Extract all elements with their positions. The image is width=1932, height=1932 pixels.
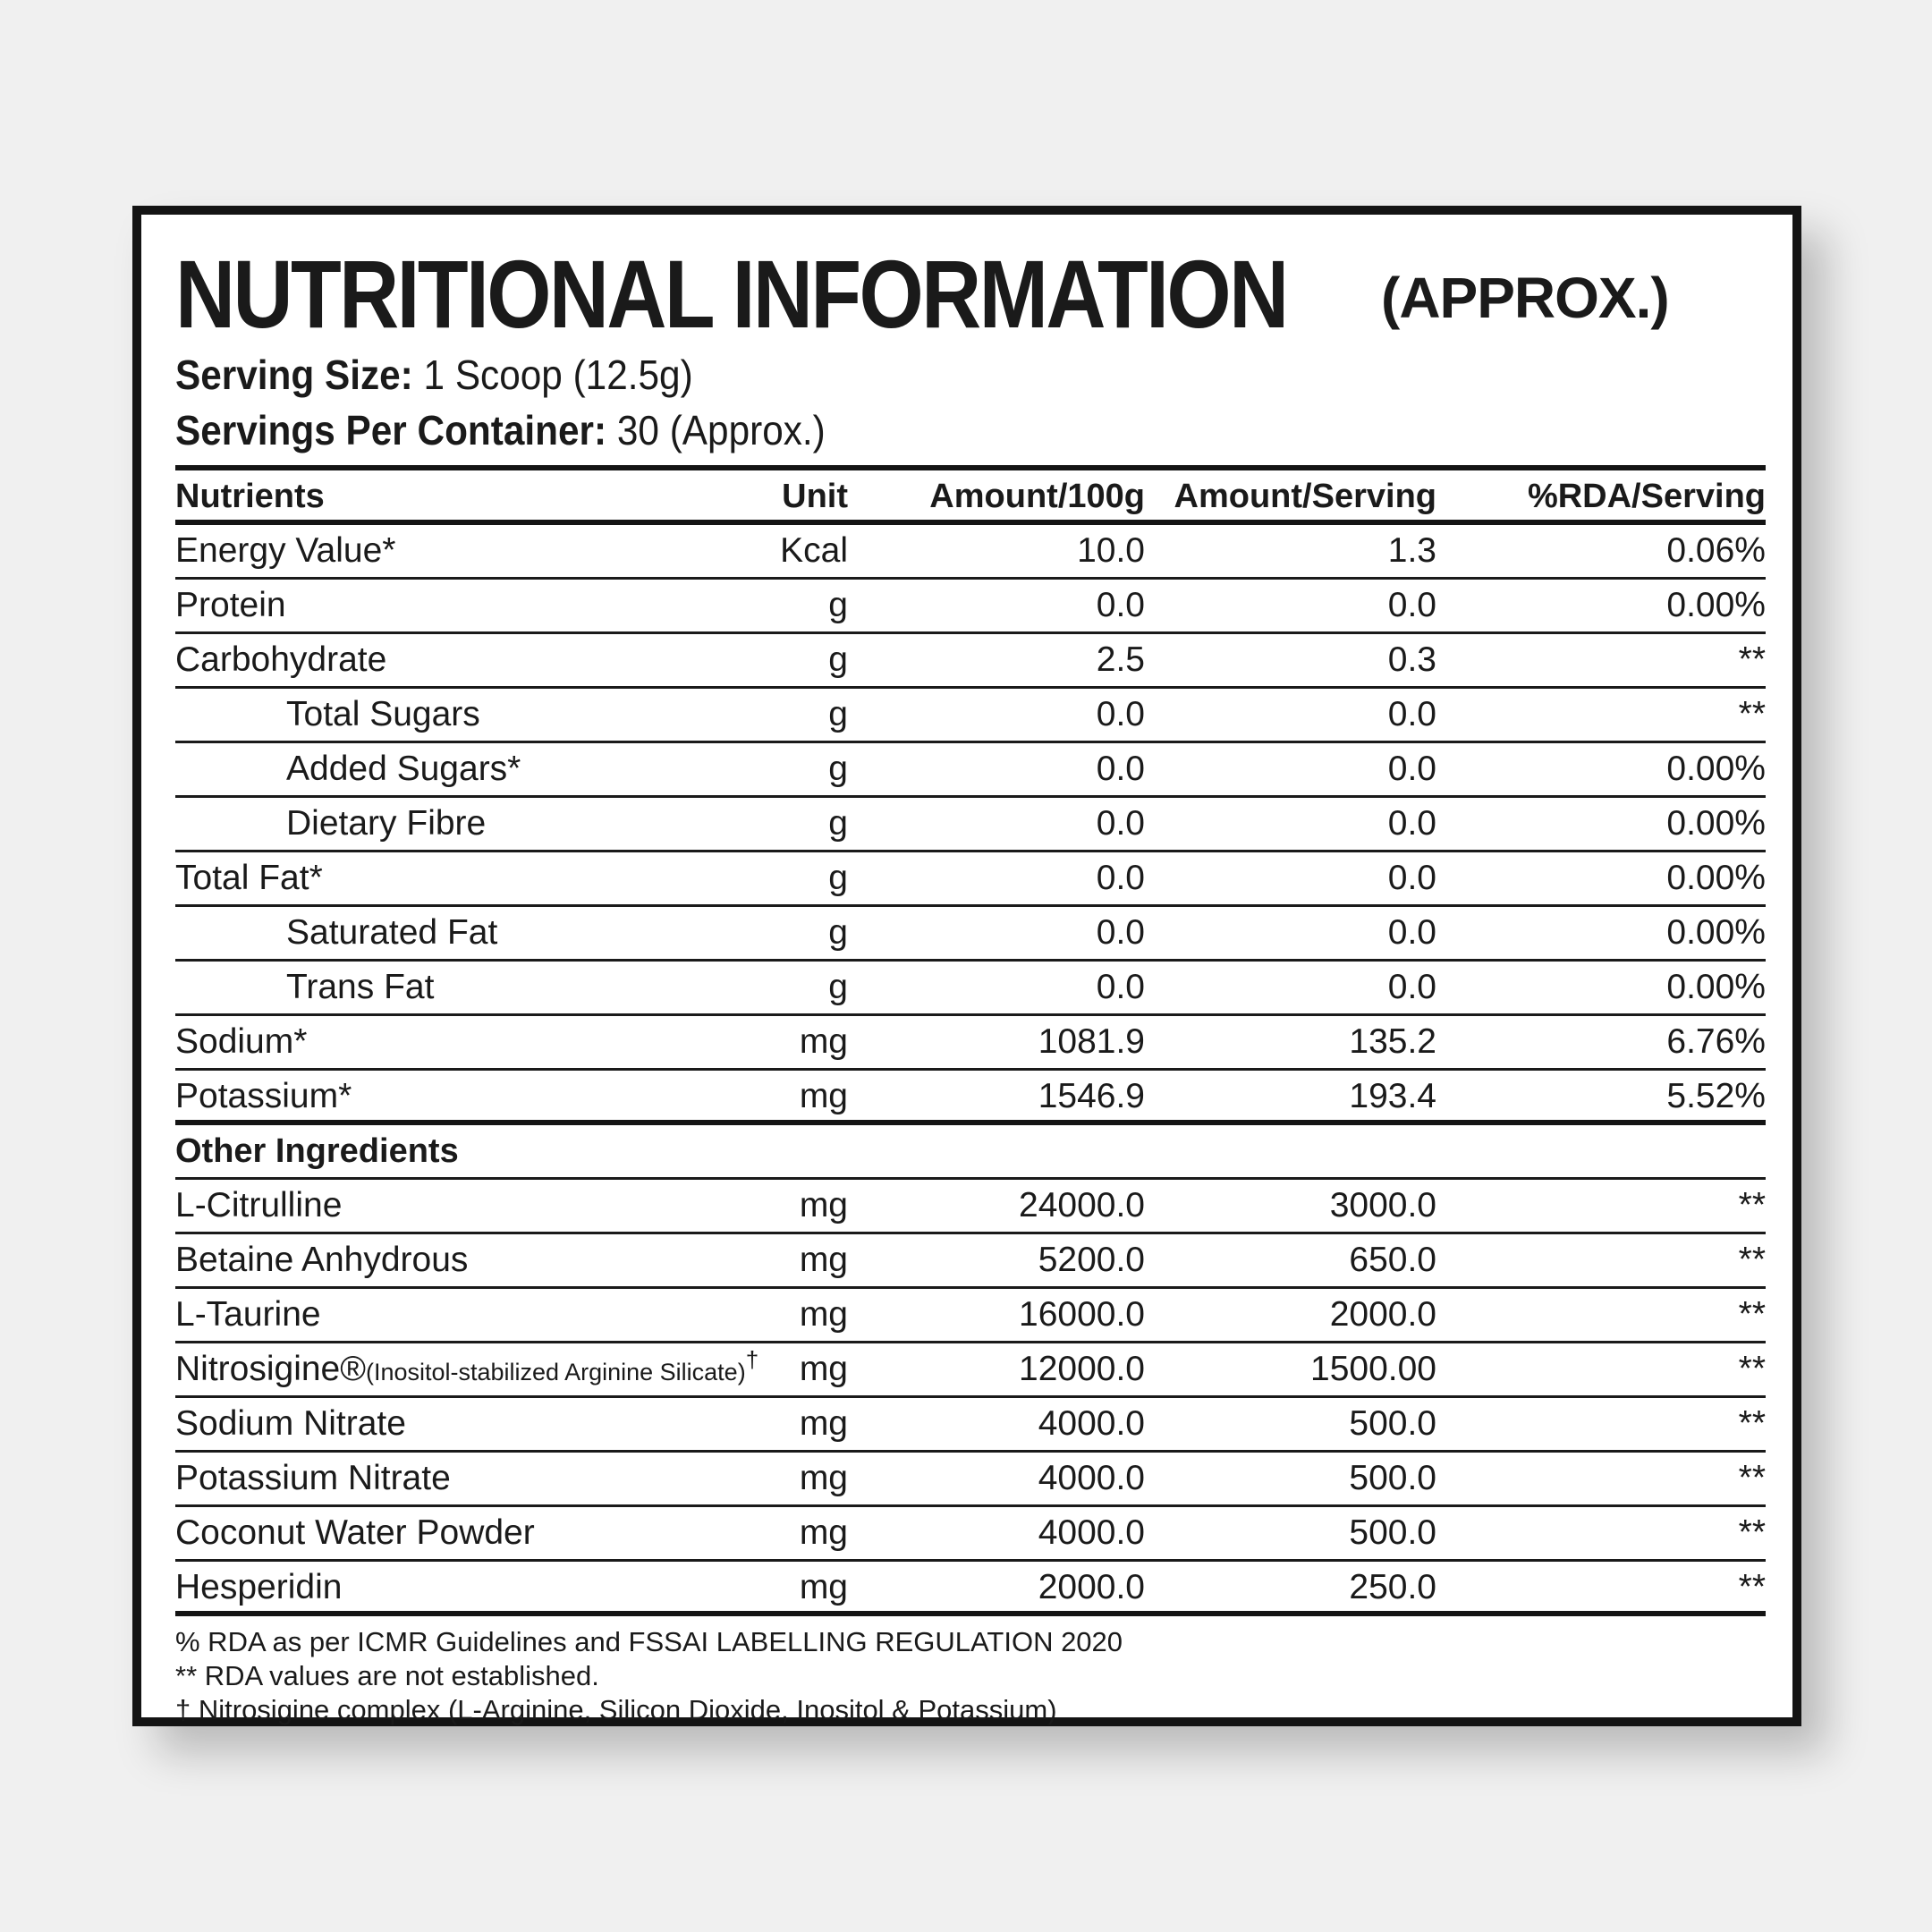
ingredient-row: [175, 1562, 1766, 1616]
ingredient-amount-100g: 2000.0: [1038, 1568, 1145, 1606]
ingredient-row: [175, 1234, 1766, 1289]
serving-size-label: Serving Size:: [175, 352, 413, 398]
ingredient-name: [175, 1562, 342, 1614]
dagger-mark: †: [745, 1346, 759, 1373]
ingredient-rda: **: [1738, 1404, 1766, 1443]
ingredient-rda: **: [1738, 1568, 1766, 1606]
nutrient-amount-serving: 1.3: [1387, 531, 1436, 570]
nutrient-name: Protein: [175, 586, 286, 624]
nutrient-unit: g: [828, 750, 848, 788]
nutrient-unit: g: [828, 968, 848, 1006]
nutrient-rda: 0.00%: [1666, 859, 1766, 897]
ingredient-name: [175, 1234, 468, 1286]
nutrient-name: Added Sugars*: [286, 750, 521, 788]
nutrient-rda: **: [1738, 695, 1766, 733]
nutrient-name: Total Sugars: [286, 695, 480, 733]
nutrient-amount-100g: 0.0: [1096, 804, 1145, 843]
nutrient-amount-100g: 2.5: [1096, 640, 1145, 679]
title-suffix: (APPROX.): [1381, 266, 1669, 330]
nutrition-label-content: [175, 242, 1766, 1727]
ingredient-rda: **: [1738, 1350, 1766, 1388]
ingredient-amount-serving: 500.0: [1349, 1404, 1436, 1443]
servings-per-container-line: [175, 402, 1639, 458]
ingredient-name-detail: (Inositol-stabilized Arginine Silicate): [365, 1359, 746, 1385]
nutrient-name: Potassium*: [175, 1077, 352, 1115]
ingredient-amount-serving: 3000.0: [1329, 1186, 1436, 1224]
other-ingredients-table-body: [175, 1180, 1766, 1616]
header-unit: Unit: [782, 478, 848, 515]
nutrient-name: Carbohydrate: [175, 640, 387, 679]
nutrient-amount-serving: 0.0: [1387, 695, 1436, 733]
nutrient-amount-100g: 0.0: [1096, 968, 1145, 1006]
nutrient-unit: g: [828, 804, 848, 843]
nutrient-rda: 0.00%: [1666, 913, 1766, 952]
ingredient-unit: mg: [799, 1513, 848, 1552]
ingredient-amount-100g: 5200.0: [1038, 1241, 1145, 1279]
ingredient-amount-100g: 4000.0: [1038, 1404, 1145, 1443]
ingredient-rda: **: [1738, 1186, 1766, 1224]
footnote-rda-not-established: ** RDA values are not established.: [175, 1660, 599, 1691]
nutrient-rda: 0.00%: [1666, 804, 1766, 843]
nutrient-unit: g: [828, 586, 848, 624]
nutrient-amount-serving: 135.2: [1349, 1022, 1436, 1061]
ingredient-unit: mg: [799, 1295, 848, 1334]
other-ingredients-heading: Other Ingredients: [175, 1132, 459, 1170]
ingredient-unit: mg: [799, 1459, 848, 1497]
ingredient-unit: mg: [799, 1404, 848, 1443]
nutrient-row: [175, 962, 1766, 1016]
nutrient-amount-100g: 10.0: [1077, 531, 1145, 570]
nutrient-unit: mg: [799, 1077, 848, 1115]
ingredient-name-text: Sodium Nitrate: [175, 1404, 406, 1443]
ingredient-amount-serving: 650.0: [1349, 1241, 1436, 1279]
servings-label: Servings Per Container:: [175, 407, 607, 453]
ingredient-unit: mg: [799, 1186, 848, 1224]
nutrient-row: [175, 634, 1766, 689]
ingredient-name-text: Hesperidin: [175, 1568, 343, 1606]
nutrient-amount-serving: 0.0: [1387, 804, 1436, 843]
ingredient-unit: mg: [799, 1350, 848, 1388]
nutrient-row: [175, 1071, 1766, 1125]
nutrient-unit: g: [828, 695, 848, 733]
page-title: NUTRITIONAL INFORMATION: [175, 240, 1287, 348]
nutrient-rda: 0.06%: [1666, 531, 1766, 570]
nutrient-name: Trans Fat: [286, 968, 435, 1006]
nutrient-amount-100g: 1081.9: [1038, 1022, 1145, 1061]
ingredient-rda: **: [1738, 1241, 1766, 1279]
nutrient-name: Saturated Fat: [286, 913, 498, 952]
nutrient-amount-100g: 0.0: [1096, 859, 1145, 897]
nutrient-rda: 5.52%: [1666, 1077, 1766, 1115]
ingredient-row: [175, 1289, 1766, 1343]
nutrient-unit: g: [828, 859, 848, 897]
nutrient-name: Total Fat*: [175, 859, 323, 897]
header-rda-serving: %RDA/Serving: [1527, 478, 1766, 515]
footnote-nitrosigine-complex: † Nitrosigine complex (L-Arginine, Silicon Dioxide, Inositol & Potassium): [175, 1694, 1057, 1725]
nutrient-row: [175, 743, 1766, 798]
nutrient-name: Dietary Fibre: [286, 804, 487, 843]
ingredient-name-text: Potassium Nitrate: [175, 1459, 451, 1497]
ingredient-rda: **: [1738, 1513, 1766, 1552]
nutrient-rda: **: [1738, 640, 1766, 679]
nutrient-unit: mg: [799, 1022, 848, 1061]
ingredient-unit: mg: [799, 1568, 848, 1606]
ingredient-row: [175, 1507, 1766, 1562]
nutrient-row: [175, 1016, 1766, 1071]
ingredient-amount-100g: 4000.0: [1038, 1513, 1145, 1552]
nutrient-unit: g: [828, 640, 848, 679]
header-amount-serving: Amount/Serving: [1174, 478, 1436, 515]
ingredient-row: [175, 1453, 1766, 1507]
nutrient-rda: 0.00%: [1666, 586, 1766, 624]
nutrient-name: Sodium*: [175, 1022, 308, 1061]
nutrient-amount-serving: 0.0: [1387, 586, 1436, 624]
nutrient-row: [175, 580, 1766, 634]
nutrient-row: [175, 689, 1766, 743]
table-header-row: [175, 470, 1766, 525]
header-amount-100g: Amount/100g: [929, 478, 1145, 515]
ingredient-rda: **: [1738, 1459, 1766, 1497]
ingredient-row: [175, 1398, 1766, 1453]
ingredient-name: [175, 1453, 451, 1504]
nutrient-row: [175, 852, 1766, 907]
ingredient-name: [175, 1398, 406, 1450]
nutrient-rda: 6.76%: [1666, 1022, 1766, 1061]
ingredient-name-text: Betaine Anhydrous: [175, 1241, 469, 1279]
ingredient-name: [175, 1289, 321, 1341]
ingredient-rda: **: [1738, 1295, 1766, 1334]
nutrient-amount-serving: 0.0: [1387, 859, 1436, 897]
ingredient-unit: mg: [799, 1241, 848, 1279]
ingredient-amount-100g: 12000.0: [1019, 1350, 1145, 1388]
ingredient-name-text: L-Citrulline: [175, 1186, 343, 1224]
nutrition-label-panel: [132, 206, 1801, 1726]
nutrient-amount-serving: 0.0: [1387, 968, 1436, 1006]
serving-size-value: 1 Scoop (12.5g): [423, 352, 693, 398]
footnote-rda-source: % RDA as per ICMR Guidelines and FSSAI LABELLING REGULATION 2020: [175, 1626, 1123, 1657]
nutrient-amount-serving: 0.3: [1387, 640, 1436, 679]
nutrient-amount-100g: 1546.9: [1038, 1077, 1145, 1115]
ingredient-row: [175, 1180, 1766, 1234]
nutrient-amount-100g: 0.0: [1096, 586, 1145, 624]
nutrients-table-body: [175, 525, 1766, 1125]
nutrient-amount-100g: 0.0: [1096, 913, 1145, 952]
ingredient-amount-100g: 24000.0: [1019, 1186, 1145, 1224]
ingredient-name: [175, 1180, 342, 1232]
ingredient-amount-serving: 250.0: [1349, 1568, 1436, 1606]
ingredient-name: [175, 1507, 535, 1559]
nutrient-amount-serving: 193.4: [1349, 1077, 1436, 1115]
ingredient-amount-100g: 4000.0: [1038, 1459, 1145, 1497]
ingredient-name-text: Nitrosigine®: [175, 1350, 366, 1388]
nutrient-amount-serving: 0.0: [1387, 913, 1436, 952]
nutrient-amount-100g: 0.0: [1096, 695, 1145, 733]
ingredient-amount-serving: 500.0: [1349, 1459, 1436, 1497]
ingredient-amount-100g: 16000.0: [1019, 1295, 1145, 1334]
other-ingredients-header-row: [175, 1125, 1766, 1180]
title-row: [175, 242, 1766, 347]
servings-value: 30 (Approx.): [616, 407, 826, 453]
nutrient-name: Energy Value*: [175, 531, 396, 570]
nutrient-row: [175, 798, 1766, 852]
nutrient-unit: g: [828, 913, 848, 952]
nutrient-unit: Kcal: [780, 531, 848, 570]
ingredient-name-text: L-Taurine: [175, 1295, 321, 1334]
nutrient-rda: 0.00%: [1666, 750, 1766, 788]
nutrient-amount-serving: 0.0: [1387, 750, 1436, 788]
footnotes: [175, 1625, 1766, 1727]
ingredient-amount-serving: 2000.0: [1329, 1295, 1436, 1334]
serving-size-line: [175, 347, 1639, 402]
nutrient-amount-100g: 0.0: [1096, 750, 1145, 788]
nutrient-row: [175, 907, 1766, 962]
ingredient-name-text: Coconut Water Powder: [175, 1513, 535, 1552]
nutrient-rda: 0.00%: [1666, 968, 1766, 1006]
ingredient-amount-serving: 500.0: [1349, 1513, 1436, 1552]
ingredient-row: [175, 1343, 1766, 1398]
nutrient-row: [175, 525, 1766, 580]
ingredient-name: [175, 1343, 758, 1395]
ingredient-amount-serving: 1500.00: [1310, 1350, 1436, 1388]
header-nutrients: Nutrients: [175, 478, 325, 515]
